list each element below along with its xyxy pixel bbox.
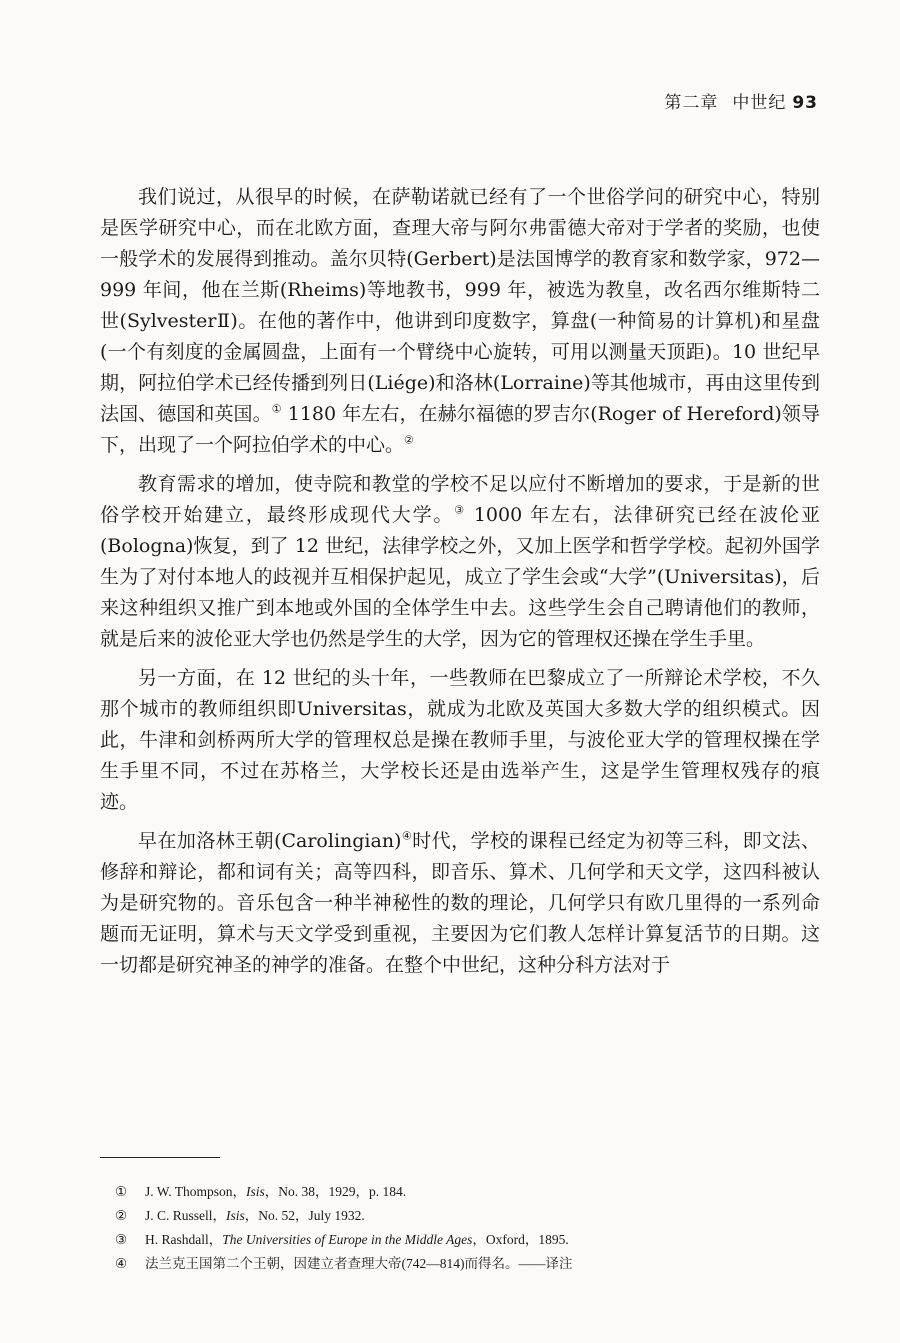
footnote-text: J. C. Russell，Isis，No. 52，July 1932. [145, 1208, 365, 1223]
footnote [115, 1180, 815, 1204]
footnote-text: 法兰克王国第二个王朝，因建立者查理大帝(742—814)而得名。——译注 [145, 1256, 573, 1271]
running-header [664, 88, 818, 113]
footnote-mark: ① [115, 1184, 128, 1199]
paragraph [100, 663, 820, 818]
footnote [115, 1204, 815, 1228]
paragraph [100, 469, 820, 655]
footnote-ref: ④ [401, 829, 413, 843]
paragraph-text: 早在加洛林王朝(Carolingian) [138, 830, 402, 852]
paragraph [100, 182, 820, 461]
footnote-ref: ② [404, 433, 414, 447]
paragraph [100, 826, 820, 981]
chapter-title: 中世纪 [732, 93, 787, 113]
paragraph-text: 1180 年左右，在赫尔福德的罗吉尔(Roger of Hereford)领导下，出现了一个阿拉伯学术的中心。 [100, 403, 820, 456]
chapter-label: 第二章 [664, 93, 719, 113]
footnotes [115, 1180, 815, 1276]
footnote-text: H. Rashdall，The Universities of Europe in the Middle Ages，Oxford，1895. [145, 1232, 569, 1247]
paragraph-text: 教育需求的增加，使寺院和教堂的学校不足以应付不断增加的要求，于是新的世俗学校开始建立，最终形成现代大学。 [100, 473, 820, 526]
footnote [115, 1252, 815, 1276]
footnote-text: J. W. Thompson，Isis，No. 38，1929，p. 184. [145, 1184, 407, 1199]
page-number: 93 [792, 93, 818, 113]
main-text [100, 182, 820, 989]
footnote [115, 1228, 815, 1252]
paragraph-text: 1000 年左右，法律研究已经在波伦亚(Bologna)恢复，到了 12 世纪，法律学校之外，又加上医学和哲学学校。起初外国学生为了对付本地人的歧视并互相保护起见，成立了学生会或“大学”(Universitas)，后来这种组织又推广到本地或外国的全体学生中去。这些学生会自己聘请他们的教师，就是后来的波伦亚大学也仍然是学生的大学，因为它的管理权还操在学生手里。 [100, 504, 820, 650]
paragraph-text: 我们说过，从很早的时候，在萨勒诺就已经有了一个世俗学问的研究中心，特别是医学研究中心，而在北欧方面，查理大帝与阿尔弗雷德大帝对于学者的奖励，也使一般学术的发展得到推动。盖尔贝特(Gerbert)是法国博学的教育家和数学家，972—999 年间，他在兰斯(Rheims)等地教书，999 年，被选为教皇，改名西尔维斯特二世(SylvesterⅡ)。在他的著作中，他讲到印度数字，算盘(一种简易的计算机)和星盘(一个有刻度的金属圆盘，上面有一个臂绕中心旋转，可用以测量天顶距)。10 世纪早期，阿拉伯学术已经传播到列日(Liége)和洛林(Lorraine)等其他城市，再由这里传到法国、德国和英国。 [100, 186, 820, 425]
footnote-mark: ② [115, 1208, 128, 1223]
footnote-mark: ③ [115, 1232, 128, 1247]
footnote-mark: ④ [115, 1256, 128, 1271]
paragraph-text: 时代，学校的课程已经定为初等三科，即文法、修辞和辩论，都和词有关；高等四科，即音乐、算术、几何学和天文学，这四科被认为是研究物的。音乐包含一种半神秘性的数的理论，几何学只有欧几里得的一系列命题而无证明，算术与天文学受到重视，主要因为它们教人怎样计算复活节的日期。这一切都是研究神圣的神学的准备。在整个中世纪，这种分科方法对于 [100, 830, 820, 976]
paragraph-text: 另一方面，在 12 世纪的头十年，一些教师在巴黎成立了一所辩论术学校，不久那个城市的教师组织即Universitas，就成为北欧及英国大多数大学的组织模式。因此，牛津和剑桥两所大学的管理权总是操在教师手里，与波伦亚大学的管理权操在学生手里不同，不过在苏格兰，大学校长还是由选举产生，这是学生管理权残存的痕迹。 [100, 667, 820, 813]
footnote-divider [100, 1157, 220, 1158]
footnote-ref: ③ [454, 503, 466, 517]
footnote-ref: ① [271, 402, 282, 416]
